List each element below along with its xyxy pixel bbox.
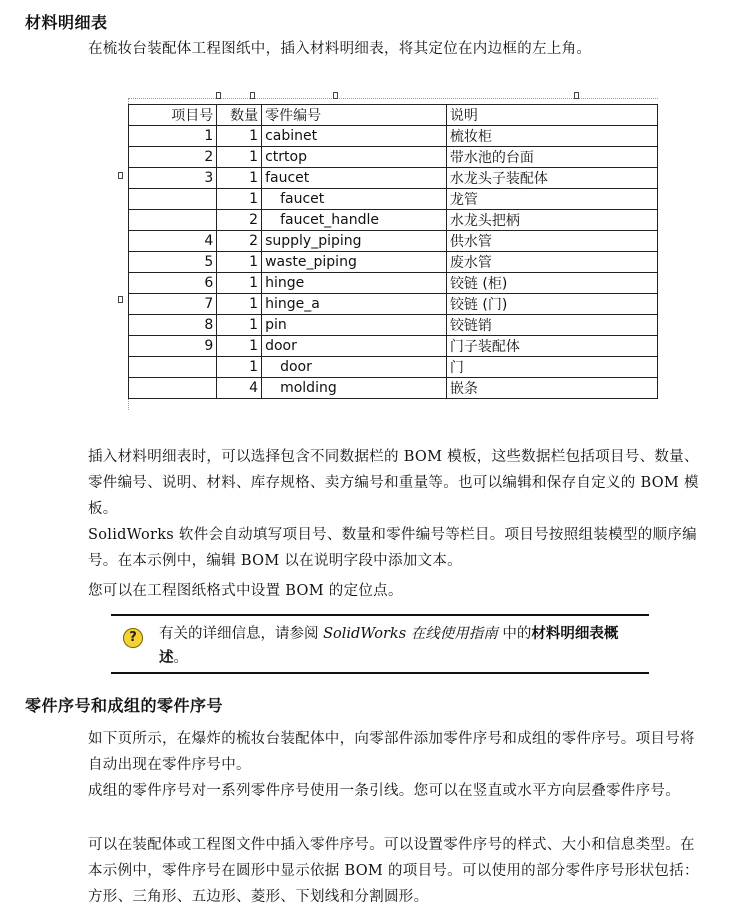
table-row [129,168,658,189]
cell-qty: 1 [217,189,262,210]
header-part-no: 零件编号 [262,105,447,126]
table-row [129,336,658,357]
cell-desc: 铰链销 [446,315,657,336]
column-marker [574,92,579,99]
column-marker [250,92,255,99]
cell-part: waste_piping [262,252,447,273]
cell-part: faucet_handle [262,210,447,231]
cell-part: door [262,336,447,357]
bom-table [128,104,658,399]
cell-part: faucet [262,168,447,189]
cell-item [129,378,217,399]
table-row [129,378,658,399]
cell-desc: 嵌条 [446,378,657,399]
cell-desc: 梳妆柜 [446,126,657,147]
cell-qty: 2 [217,231,262,252]
note-text-middle: 中的 [497,626,532,642]
cell-qty: 1 [217,294,262,315]
column-marker [333,92,338,99]
bom-drawing-frame [128,92,658,410]
cell-part: supply_piping [262,231,447,252]
bom-overview-topic: 材料明细表概述 [159,625,619,666]
cell-desc: 门子装配体 [446,336,657,357]
header-description: 说明 [446,105,657,126]
cell-desc: 水龙头子装配体 [446,168,657,189]
row-marker [118,296,123,303]
cell-item: 7 [129,294,217,315]
cell-item: 9 [129,336,217,357]
cell-qty: 1 [217,168,262,189]
section-heading-balloons: 零件序号和成组的零件序号 [25,696,224,715]
table-row [129,315,658,336]
cell-qty: 2 [217,210,262,231]
cell-qty: 1 [217,273,262,294]
cell-item: 6 [129,273,217,294]
table-row [129,210,658,231]
cell-desc: 铰链 (门) [446,294,657,315]
cell-desc: 水龙头把柄 [446,210,657,231]
cell-item [129,189,217,210]
cell-desc: 门 [446,357,657,378]
note-text [159,622,639,670]
header-item-no: 项目号 [129,105,217,126]
cell-item: 1 [129,126,217,147]
note-box [111,614,649,674]
cell-item: 8 [129,315,217,336]
stacked-balloons-paragraph: 成组的零件序号对一系列零件序号使用一条引线。您可以在竖直或水平方向层叠零件序号。 [88,783,680,799]
cell-qty: 1 [217,336,262,357]
cell-desc: 铰链 (柜) [446,273,657,294]
cell-part: faucet [262,189,447,210]
table-row [129,273,658,294]
autofill-paragraph: SolidWorks 软件会自动填写项目号、数量和零件编号等栏目。项目号按照组装模型的顺序编号。在本示例中，编辑 BOM 以在说明字段中添加文本。 [88,527,697,569]
bom-template-paragraph: 插入材料明细表时，可以选择包含不同数据栏的 BOM 模板，这些数据栏包括项目号、数量、零件编号、说明、材料、库存规格、卖方编号和重量等。也可以编辑和保存自定义的 BOM 模板。 [88,449,699,517]
cell-desc: 废水管 [446,252,657,273]
cell-part: pin [262,315,447,336]
cell-desc: 供水管 [446,231,657,252]
table-row [129,126,658,147]
balloons-paragraph: 如下页所示，在爆炸的梳妆台装配体中，向零部件添加零件序号和成组的零件序号。项目号将自动出现在零件序号中。 [88,731,695,773]
row-marker [118,172,123,179]
intro-paragraph: 在梳妆台装配体工程图纸中，插入材料明细表，将其定位在内边框的左上角。 [88,41,592,57]
online-guide-reference: SolidWorks 在线使用指南 [323,626,498,642]
bom-body [129,126,658,399]
help-question-icon: ? [123,628,143,648]
cell-part: cabinet [262,126,447,147]
cell-desc: 龙管 [446,189,657,210]
cell-item [129,357,217,378]
cell-part: hinge_a [262,294,447,315]
column-marker [216,92,221,99]
header-qty: 数量 [217,105,262,126]
cell-qty: 1 [217,126,262,147]
note-text-after: 。 [173,650,188,666]
cell-item: 3 [129,168,217,189]
anchor-paragraph: 您可以在工程图纸格式中设置 BOM 的定位点。 [88,583,403,599]
cell-item: 5 [129,252,217,273]
cell-part: hinge [262,273,447,294]
balloon-shapes-paragraph: 可以在装配体或工程图文件中插入零件序号。可以设置零件序号的样式、大小和信息类型。在本示例中，零件序号在圆形中显示依据 BOM 的项目号。可以使用的部分零件序号形状包括：方形、三角形、五边形、菱形、下划线和分割圆形。 [88,837,699,905]
table-row [129,294,658,315]
cell-qty: 1 [217,147,262,168]
cell-desc: 带水池的台面 [446,147,657,168]
table-row [129,231,658,252]
cell-qty: 1 [217,315,262,336]
cell-qty: 4 [217,378,262,399]
table-row [129,189,658,210]
cell-part: door [262,357,447,378]
table-row [129,252,658,273]
table-row [129,147,658,168]
cell-item: 4 [129,231,217,252]
section-heading-bom: 材料明细表 [25,13,108,32]
bom-header-row [129,105,658,126]
cell-part: ctrtop [262,147,447,168]
cell-part: molding [262,378,447,399]
note-text-before: 有关的详细信息，请参阅 [159,626,324,642]
cell-qty: 1 [217,357,262,378]
cell-item: 2 [129,147,217,168]
table-row [129,357,658,378]
cell-qty: 1 [217,252,262,273]
cell-item [129,210,217,231]
